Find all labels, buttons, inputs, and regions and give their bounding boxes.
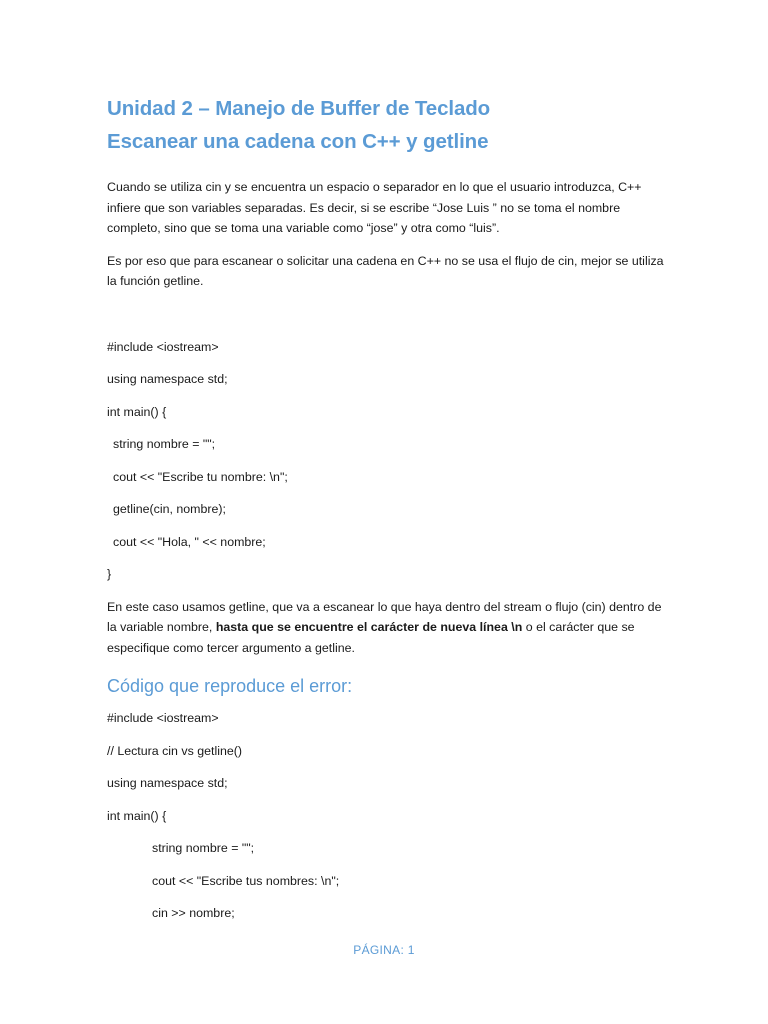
paragraph-intro: Cuando se utiliza cin y se encuentra un espacio o separador en lo que el usuario introduzca, C++ infiere que son variables separadas. Es decir, si se escribe “Jose Luis ” no se toma el nombre completo, sino que se toma una variable como “jose” y otra como “luis”. xyxy=(107,180,642,235)
code-line: } xyxy=(107,567,112,581)
code-line: int main() { xyxy=(107,808,167,823)
explanation-text-end: o el carácter que se especifique como tercer argumento a getline. xyxy=(107,620,635,655)
code-line: #include <iostream> xyxy=(107,711,219,725)
code-line: cout << "Hola, " << nombre; xyxy=(113,534,266,549)
code-line: string nombre = ""; xyxy=(113,437,216,451)
code-line: cin >> nombre; xyxy=(152,906,235,920)
paragraph-explanation xyxy=(107,597,667,659)
code-line: #include <iostream> xyxy=(107,339,219,354)
paragraph-getline: Es por eso que para escanear o solicitar una cadena en C++ no se usa el flujo de cin, mejor se utiliza la función getline. xyxy=(107,253,664,288)
code-line: cout << "Escribe tus nombres: \n"; xyxy=(152,873,340,888)
code-block-error xyxy=(107,708,667,924)
page-content xyxy=(107,92,667,924)
section-heading: Código que reproduce el error: xyxy=(107,676,353,696)
code-line: string nombre = ""; xyxy=(152,841,255,855)
code-line: // Lectura cin vs getline() xyxy=(107,743,242,758)
document-title: Unidad 2 – Manejo de Buffer de Teclado xyxy=(107,97,491,120)
code-line: int main() { xyxy=(107,404,167,419)
explanation-bold-text: hasta que se encuentre el carácter de nueva línea \n xyxy=(215,620,523,634)
code-line: cout << "Escribe tu nombre: \n"; xyxy=(113,469,288,484)
code-line: using namespace std; xyxy=(107,372,228,386)
page-number-footer: PÁGINA: 1 xyxy=(353,943,415,957)
document-subtitle: Escanear una cadena con C++ y getline xyxy=(107,130,489,153)
explanation-text: En este caso usamos getline, que va a escanear lo que haya dentro del stream o flujo (cin) dentro de la variable nombre, xyxy=(107,599,662,634)
code-block-getline xyxy=(107,337,667,585)
code-line: getline(cin, nombre); xyxy=(113,502,226,516)
code-line: using namespace std; xyxy=(107,776,228,790)
